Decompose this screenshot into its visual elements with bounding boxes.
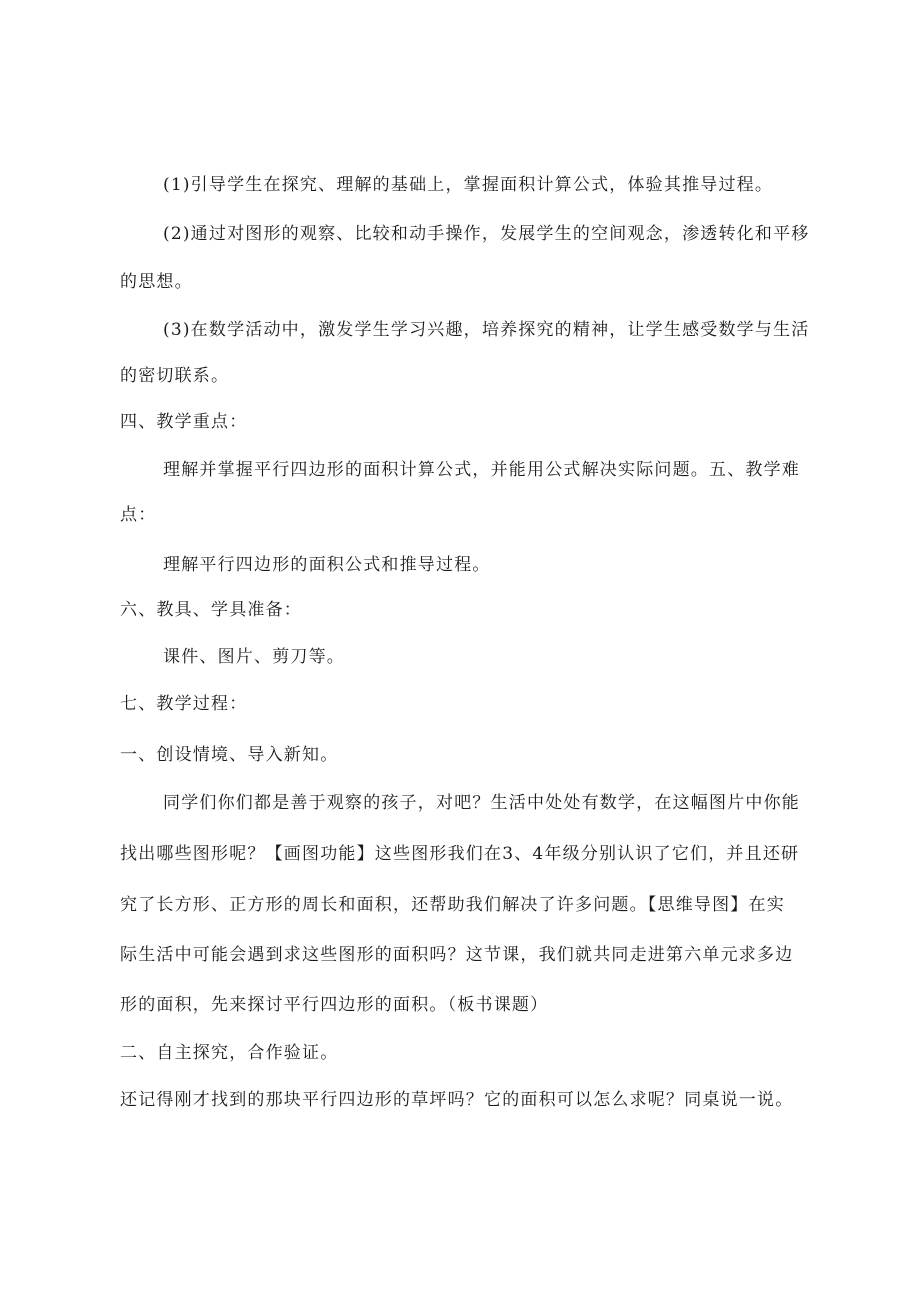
key-points-line-2: 点： [120, 505, 157, 525]
step-2-paragraph: 还记得刚才找到的那块平行四边形的草坪吗？它的面积可以怎么求呢？同桌说一说。 [120, 1090, 794, 1110]
step-1-paragraph-line-4: 际生活中可能会遇到求这些图形的面积吗？这节课，我们就共同走进第六单元求多边 [120, 945, 794, 965]
step-1-paragraph-line-2: 找出哪些图形呢？【画图功能】这些图形我们在3、4年级分别认识了它们，并且还研 [120, 844, 800, 864]
section-heading-process: 七、教学过程： [120, 694, 248, 714]
materials-text: 课件、图片、剪刀等。 [163, 647, 345, 667]
goal-1: (1)引导学生在探究、理解的基础上，掌握面积计算公式，体验其推导过程。 [163, 175, 774, 195]
section-heading-materials: 六、教具、学具准备： [120, 600, 302, 620]
key-points-line-1: 理解并掌握平行四边形的面积计算公式，并能用公式解决实际问题。五、教学难 [163, 460, 800, 480]
goal-2-line-1: (2)通过对图形的观察、比较和动手操作，发展学生的空间观念，渗透转化和平移 [163, 224, 810, 244]
section-heading-key-points: 四、教学重点： [120, 412, 248, 432]
step-2-heading: 二、自主探究，合作验证。 [120, 1043, 339, 1063]
step-1-paragraph-line-3: 究了长方形、正方形的周长和面积，还帮助我们解决了许多问题。【思维导图】在实 [120, 895, 785, 915]
step-1-heading: 一、创设情境、导入新知。 [120, 745, 339, 765]
goal-2-line-2: 的思想。 [120, 272, 193, 292]
step-1-paragraph-line-1: 同学们你们都是善于观察的孩子，对吧？生活中处处有数学，在这幅图片中你能 [163, 793, 800, 813]
step-1-paragraph-line-5: 形的面积，先来探讨平行四边形的面积。（板书课题） [120, 995, 549, 1015]
goal-3-line-2: 的密切联系。 [120, 366, 230, 386]
difficulty-text: 理解平行四边形的面积公式和推导过程。 [163, 555, 491, 575]
goal-3-line-1: (3)在数学活动中，激发学生学习兴趣，培养探究的精神，让学生感受数学与生活 [163, 320, 810, 340]
